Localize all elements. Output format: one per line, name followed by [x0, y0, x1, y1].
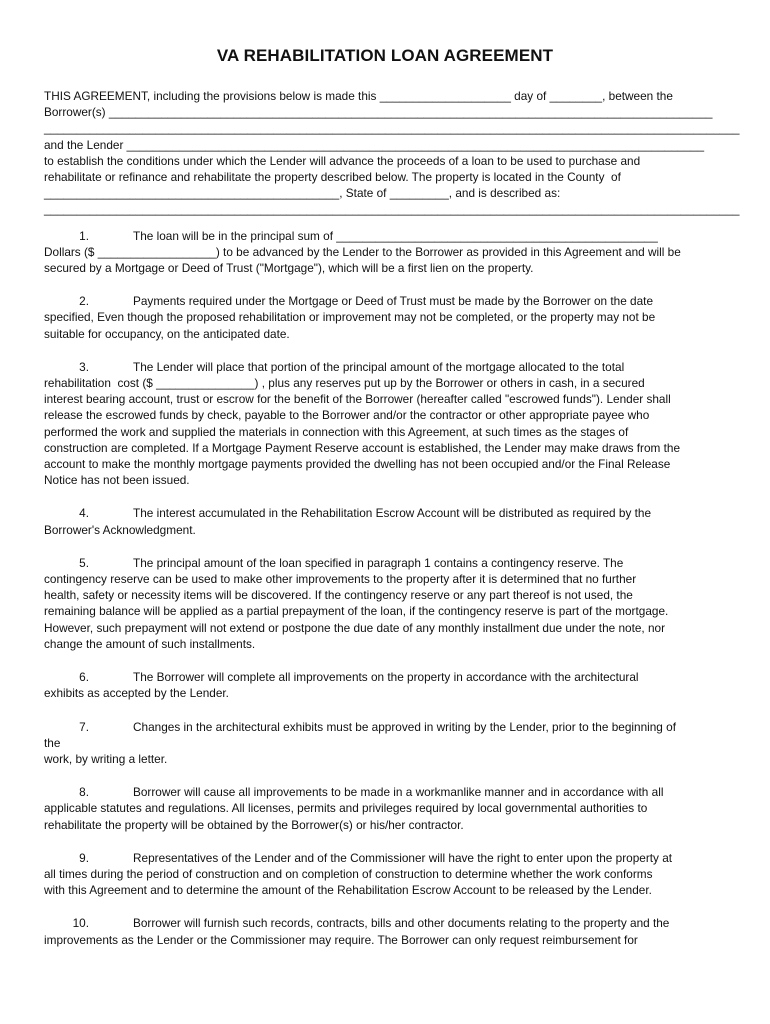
intro-line: Borrower(s) ____________________________________________________________________________________________ — [44, 105, 713, 120]
paragraph-text: Representatives of the Lender and of the Commissioner will have the right to enter upon the property at — [133, 850, 673, 865]
paragraph-number: 7. — [79, 719, 89, 734]
paragraph-line: rehabilitation cost ($ _______________) , plus any reserves put up by the Borrower or others in cash, in a secured — [44, 376, 645, 391]
paragraph-list — [44, 228, 726, 948]
paragraph-6 — [44, 669, 726, 701]
paragraph-7 — [44, 719, 726, 768]
paragraph-number: 6. — [79, 670, 89, 685]
paragraph-9 — [44, 850, 726, 899]
paragraph-line: Borrower's Acknowledgment. — [44, 522, 196, 537]
paragraph-line: rehabilitate the property will be obtained by the Borrower(s) or his/her contractor. — [44, 817, 464, 832]
paragraph-line: suitable for occupancy, on the anticipated date. — [44, 326, 290, 341]
paragraph-text: The interest accumulated in the Rehabilitation Escrow Account will be distributed as required by the — [133, 506, 652, 521]
intro-line: to establish the conditions under which the Lender will advance the proceeds of a loan to be used to purchase and — [44, 153, 641, 168]
paragraph-line: specified, Even though the proposed rehabilitation or improvement may not be completed, or the property may not be — [44, 310, 656, 325]
paragraph-line — [44, 784, 726, 800]
paragraph-5 — [44, 555, 726, 652]
paragraph-line — [44, 915, 726, 931]
paragraph-text: Borrower will furnish such records, contracts, bills and other documents relating to the property and the — [133, 916, 670, 931]
paragraph-line — [44, 293, 726, 309]
paragraph-line — [44, 669, 726, 685]
paragraph-line: change the amount of such installments. — [44, 636, 256, 651]
paragraph-line: contingency reserve can be used to make other improvements to the property after it is determined that no further — [44, 572, 637, 587]
paragraph-number: 2. — [79, 294, 89, 309]
paragraph-line: all times during the period of construction and on completion of construction to determine whether the work conforms — [44, 866, 653, 881]
paragraph-line: Dollars ($ __________________) to be advanced by the Lender to the Borrower as provided in this Agreement and will be — [44, 244, 681, 259]
intro-line: __________________________________________________________________________________________________________ — [44, 202, 740, 217]
paragraph-number: 9. — [79, 850, 89, 865]
intro-line: and the Lender ________________________________________________________________________________________ — [44, 137, 705, 152]
paragraph-text: The Borrower will complete all improvements on the property in accordance with the architectural — [133, 670, 639, 685]
paragraph-line: with this Agreement and to determine the amount of the Rehabilitation Escrow Account to be released by the Lender. — [44, 883, 652, 898]
paragraph-number: 1. — [79, 228, 89, 243]
paragraph-line: interest bearing account, trust or escrow for the benefit of the Borrower (hereafter called "escrowed funds"). Lender shall — [44, 392, 671, 407]
paragraph-text: Payments required under the Mortgage or Deed of Trust must be made by the Borrower on the date — [133, 294, 654, 309]
paragraph-line — [44, 555, 726, 571]
paragraph-number: 5. — [79, 555, 89, 570]
paragraph-line: remaining balance will be applied as a partial prepayment of the loan, if the contingency reserve is part of the mortgage. — [44, 604, 669, 619]
intro-section — [44, 88, 740, 218]
paragraph-number: 10. — [72, 916, 89, 931]
paragraph-line — [44, 719, 726, 735]
paragraph-line: construction are completed. If a Mortgage Payment Reserve account is established, the Lender may make draws from the — [44, 440, 681, 455]
intro-line: THIS AGREEMENT, including the provisions below is made this ____________________ day of ________, between the — [44, 89, 673, 103]
paragraph-line: account to make the monthly mortgage payments provided the dwelling has not been occupied and/or the Final Release — [44, 457, 671, 472]
intro-line: _____________________________________________, State of _________, and is described as: — [44, 186, 561, 201]
paragraph-line: health, safety or necessity items will be discovered. If the contingency reserve or any part thereof is not used, the — [44, 588, 633, 603]
paragraph-line: However, such prepayment will not extend or postpone the due date of any monthly installment due under the note, nor — [44, 620, 666, 635]
paragraph-line: improvements as the Lender or the Commissioner may require. The Borrower can only request reimbursement for — [44, 932, 638, 947]
paragraph-3 — [44, 359, 726, 489]
paragraph-line: work, by writing a letter. — [44, 751, 168, 766]
paragraph-line — [44, 228, 726, 244]
paragraph-text: The principal amount of the loan specified in paragraph 1 contains a contingency reserve. The — [133, 555, 624, 570]
paragraph-10 — [44, 915, 726, 947]
paragraph-number: 4. — [79, 506, 89, 521]
paragraph-line — [44, 850, 726, 866]
paragraph-line: applicable statutes and regulations. All licenses, permits and privileges required by local governmental authorities to — [44, 801, 648, 816]
paragraph-text: The loan will be in the principal sum of _________________________________________________ — [133, 228, 658, 243]
paragraph-text: Borrower will cause all improvements to be made in a workmanlike manner and in accordance with all — [133, 785, 664, 800]
document-title: VA REHABILITATION LOAN AGREEMENT — [216, 46, 554, 65]
paragraph-line: performed the work and supplied the materials in connection with this Agreement, at such times as the stages of — [44, 424, 629, 439]
paragraph-number: 3. — [79, 359, 89, 374]
paragraph-text: The Lender will place that portion of the principal amount of the mortgage allocated to the total — [133, 359, 625, 374]
paragraph-line: the — [44, 735, 61, 750]
paragraph-line — [44, 505, 726, 521]
paragraph-text: Changes in the architectural exhibits must be approved in writing by the Lender, prior to the beginning of — [133, 719, 676, 734]
paragraph-line: release the escrowed funds by check, payable to the Borrower and/or the contractor or other appropriate payee who — [44, 408, 650, 423]
paragraph-1 — [44, 228, 726, 277]
paragraph-2 — [44, 293, 726, 342]
paragraph-line — [44, 359, 726, 375]
paragraph-8 — [44, 784, 726, 833]
intro-line: __________________________________________________________________________________________________________ — [44, 121, 740, 136]
paragraph-line: secured by a Mortgage or Deed of Trust ("Mortgage"), which will be a first lien on the property. — [44, 261, 534, 276]
paragraph-4 — [44, 505, 726, 537]
paragraph-line: Notice has not been issued. — [44, 473, 190, 488]
paragraph-number: 8. — [79, 785, 89, 800]
paragraph-line: exhibits as accepted by the Lender. — [44, 686, 229, 701]
intro-line: rehabilitate or refinance and rehabilitate the property described below. The property is located in the County of — [44, 170, 621, 185]
